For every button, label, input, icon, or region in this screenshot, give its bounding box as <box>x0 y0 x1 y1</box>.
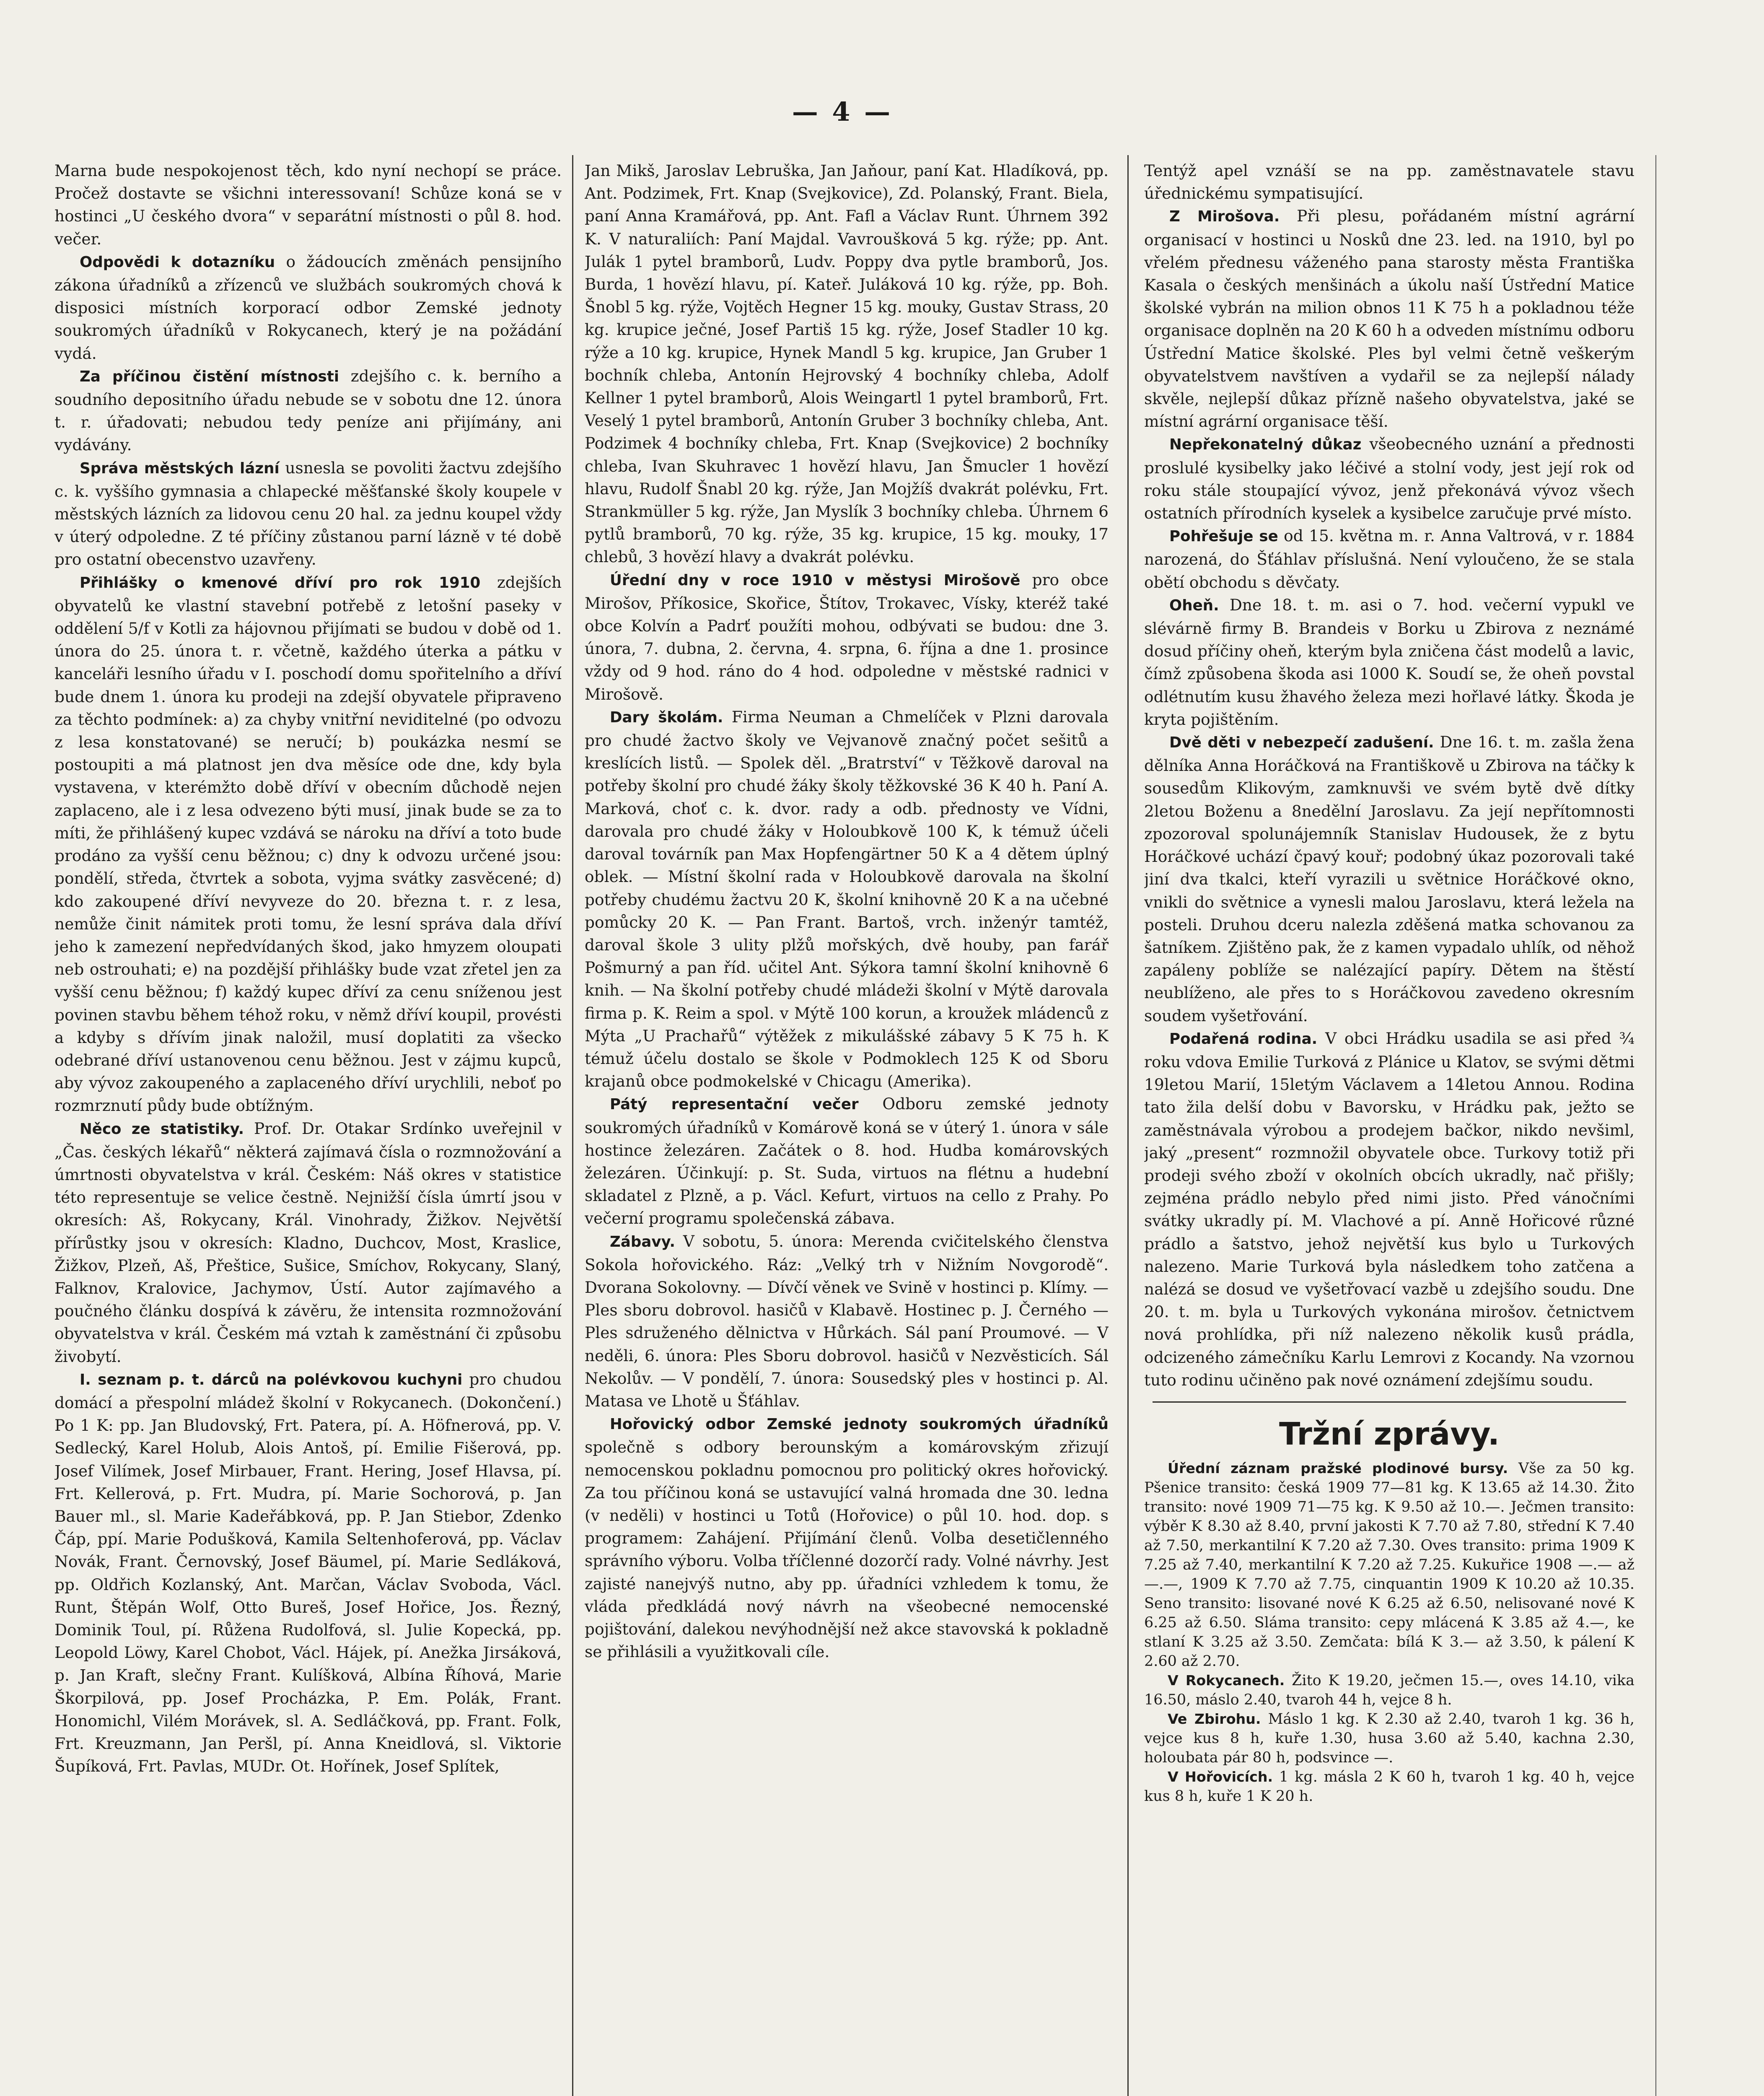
article-heading: Dvě děti v nebezpečí zadušení. <box>1169 734 1434 752</box>
article-heading: Úřední dny v roce 1910 v městysi Mirošově <box>610 571 1021 589</box>
article-heading: Přihlášky o kmenové dříví pro rok 1910 <box>80 574 481 591</box>
article-paragraph: Marna bude nespokojenost těch, kdo nyní nechopí se práce. Pročež dostavte se všichni interessovaní! Schůze koná se v hostinci „U českého dvora“ v separátní místnosti o půl 8. hod. večer. <box>54 161 562 248</box>
article-heading: I. seznam p. t. dárců na polévkovou kuchyni <box>80 1371 463 1388</box>
market-paragraph: Úřední záznam pražské plodinové bursy. Vše za 50 kg. Pšenice transito: česká 1909 77—81 kg. K 13.65 až 14.30. Žito transito: nové 1909 71—75 kg. K 9.50 až 10.—. Ječmen transito: výběr K 8.30 až 8.40, první jakosti K 7.70 až 7.80, střední K 7.40 až 7.50, merkantilní K 7.20 až 7.30. Oves transito: prima 1909 K 7.25 až 7.40, merkantilní K 7.20 až 7.25. Kukuřice 1908 —.— až —.—, 1909 K 7.70 až 7.75, cinquantin 1909 K 10.20 až 10.35. Seno transito: lisované nové K 6.25 až 6.50, nelisované nové K 6.25 až 6.50. Sláma transito: cepy mlácená K 3.85 až 4.—, ke stlaní K 3.25 až 3.50. Zemčata: bílá K 3.— až 3.50, k pálení K 2.60 až 2.70. <box>1144 1460 1634 1670</box>
article-heading: Zábavy. <box>610 1233 676 1250</box>
article-heading: Podařená rodina. <box>1169 1030 1318 1048</box>
article-heading: Za příčinou čistění místnosti <box>80 368 339 385</box>
market-heading: V Rokycanech. <box>1168 1672 1285 1689</box>
article-paragraph: Oheň. Dne 18. t. m. asi o 7. hod. večerní vypukl ve slévárně firmy B. Brandeis v Borku u Zbirova z neznámé dosud příčiny oheň, kterým byla zničena část modelů a lavic, čímž způsobena škoda asi 1000 K. Soudí se, že oheň povstal odlétnutím kusu žhavého železa mezi hořlavé látky. Škoda je kryta pojištěním. <box>1144 595 1634 729</box>
article-heading: Z Mirošova. <box>1169 208 1280 226</box>
article-paragraph: Přihlášky o kmenové dříví pro rok 1910 zdejších obyvatelů ke vlastní stavební potřebě z letošní paseky v oddělení 5/f v Kotli za hájovnou přijímati se budou v době od 1. února do 25. února t. r. včetně, každého úterka a pátku v kanceláři lesního úřadu v I. poschodí domu spořitelního a dříví bude dnem 1. února ku prodeji na zdejší obyvatele připraveno za těchto podmínek: a) za chyby vnitřní neviditelné (po odvozu z lesa konstatované) se neručí; b) poukázka nesmí se postoupiti a má platnost jen dva měsíce ode dne, kdy byla vystavena, v kterémžto době dříví v obecním důchodě nejen zaplaceno, ale i z lesa odvezeno býti musí, jinak bude se za to míti, že přihlášený kupec vzdává se nároku na dříví a toto bude prodáno za vyšší cenu běžnou; c) dny k odvozu určené jsou: pondělí, středa, čtvrtek a sobota, vyjma svátky zasvěcené; d) kdo zakoupené dříví nevyveze do 20. března t. r. z lesa, nemůže činit námitek proti tomu, že lesní správa dala dříví jeho k zamezení nepředvídaných škod, jako hmyzem oloupati neb ostrouhati; e) na pozdější přihlášky bude vzat zřetel jen za vyšší cenu běžnou; f) každý kupec dříví za cenu sníženou jest povinen stavbu během téhož roku, v němž dříví koupil, provésti a kdyby s dřívím jinak naložil, musí doplatiti za všecko odebrané dříví ustanovenou cenu běžnou. Jest v zájmu kupců, aby vývoz zakoupeného a zaplaceného dříví urychlili, neboť po rozmrznutí půdy bude obtížným. <box>54 573 562 1115</box>
article-paragraph: Tentýž apel vznáší se na pp. zaměstnavatele stavu úřednickému sympatisující. <box>1144 161 1634 203</box>
market-section-title: Tržní zprávy. <box>1279 1416 1500 1452</box>
column-divider-2 <box>1127 155 1129 2096</box>
column-2 <box>585 159 1109 2096</box>
article-heading: Dary školám. <box>610 708 723 726</box>
article-heading: Nepřekonatelný důkaz <box>1169 436 1362 454</box>
market-heading: Ve Zbirohu. <box>1168 1710 1261 1727</box>
article-paragraph: Hořovický odbor Zemské jednoty soukromých úřadníků společně s odbory berounským a komárovským zřizují nemocenskou pokladnu pomocnou pro politický okres hořovický. Za tou příčinou koná se ustavující valná hromada dne 30. ledna (v neděli) v hostinci u Totů (Hořovice) o půl 10. hod. dop. s programem: Zahájení. Přijímání členů. Volba desetičlenného správního výboru. Volba tříčlenné dozorčí rady. Volné návrhy. Jest zajisté nanejvýš nutno, aby pp. úřadníci vzhledem k tomu, že vláda předkládá nový návrh na všeobecné nemocenské pojištování, dalekou nevýhodnější než akce stavovská k pokladně se přihlásili a využitkovali cíle. <box>585 1416 1109 1661</box>
article-paragraph: Správa městských lázní usnesla se povoliti žactvu zdejšího c. k. vyššího gymnasia a chlapecké měšťanské školy koupele v městských lázních za lidovou cenu 20 hal. za jednu koupel vždy v úterý odpoledne. Z té příčiny zůstanou parní lázně v té době pro ostatní obecenstvo uzavřeny. <box>54 458 562 569</box>
article-paragraph: Něco ze statistiky. Prof. Dr. Otakar Srdínko uveřejnil v „Čas. českých lékařů“ některá zajímavá čísla o rozmnožování a úmrtnosti obyvatelstva v král. Českém: Náš okres v statistice této representuje se velice čestně. Nejnižší čísla úmrtí jsou v okresích: Aš, Rokycany, Král. Vinohrady, Žižkov. Největší přírůstky jsou v okresích: Kladno, Duchcov, Most, Kraslice, Žižkov, Plzeň, Aš, Přeštice, Sušice, Smíchov, Rokycany, Slaný, Falknov, Kralovice, Jachymov, Ústí. Autor zajímavého a poučného článku dospívá k závěru, že intensita rozmnožování obyvatelstva v král. Českém má vztah k zaměstnání či způsobu živobytí. <box>54 1119 562 1366</box>
market-paragraph: Ve Zbirohu. Máslo 1 kg. K 2.30 až 2.40, tvaroh 1 kg. 36 h, vejce kus 8 h, kuře 1.30, husa 3.60 až 5.40, kachna 2.30, holoubata pár 80 h, podsvince —. <box>1144 1710 1634 1766</box>
page-number: — 4 — <box>792 96 893 127</box>
article-paragraph: Dary školám. Firma Neuman a Chmelíček v Plzni darovala pro chudé žactvo školy ve Vejvanově značný počet sešitů a kreslících listů. — Spolek děl. „Bratrství“ v Těžkově daroval na potřeby školní pro chudé žáky školy těžkovské 36 K 40 h. Paní A. Marková, choť c. k. dvor. rady a odb. přednosty ve Vídni, darovala pro chudé žáky v Holoubkově 100 K, k témuž účeli daroval továrník pan Max Hopfengärtner 50 K a 4 dětem úplný oblek. — Místní školní rada v Holoubkově darovala na školní potřeby chudému žactvu 20 K, školní knihovně 20 K a na učebné pomůcky 20 K. — Pan Frant. Bartoš, vrch. inženýr tamtéž, daroval škole 3 ulity plžů mořských, dvě houby, pan farář Pošmurný a pan říd. učitel Ant. Sýkora tamní školní knihovně 6 knih. — Na školní potřeby chudé mládeži školní v Mýtě darovala firma p. K. Reim a spol. v Mýtě 100 korun, a kroužek mládenců z Mýta „U Prachařů“ výtěžek z mikulášské zábavy 5 K 75 h. K témuž účelu dostalo se škole v Podmoklech 125 K od Sboru krajanů obce podmokelské v Chicagu (Amerika). <box>585 707 1109 1091</box>
column-divider-1 <box>572 155 573 2096</box>
market-reports <box>1144 1459 1634 1806</box>
article-heading: Odpovědi k dotazníku <box>80 253 275 271</box>
market-heading: Úřední záznam pražské plodinové bursy. <box>1168 1460 1508 1476</box>
market-paragraph: V Rokycanech. Žito K 19.20, ječmen 15.—, oves 14.10, vika 16.50, máslo 2.40, tvaroh 44 h, vejce 8 h. <box>1144 1672 1634 1708</box>
article-paragraph: Pohřešuje se od 15. května m. r. Anna Valtrová, v r. 1884 narozená, do Šťáhlav příslušná. Není vyloučeno, že se stala obětí obchodu s děvčaty. <box>1144 527 1634 591</box>
article-paragraph: Jan Mikš, Jaroslav Lebruška, Jan Jaňour, paní Kat. Hladíková, pp. Ant. Podzimek, Frt. Knap (Svejkovice), Zd. Polanský, Frant. Biela, paní Anna Kramářová, pp. Ant. Fafl a Václav Runt. Úhrnem 392 K. V naturaliích: Paní Majdal. Vavroušková 5 kg. rýže; pp. Ant. Julák 1 pytel bramborů, Ludv. Poppy dva pytle bramborů, Jos. Burda, 1 hovězí hlavu, pí. Kateř. Juláková 10 kg. rýže, pp. Boh. Šnobl 5 kg. rýže, Vojtěch Hegner 15 kg. mouky, Gustav Strass, 20 kg. krupice ječné, Josef Partiš 15 kg. rýže, Josef Stadler 10 kg. rýže a 10 kg. krupice, Hynek Mandl 5 kg. krupice, Jan Gruber 1 bochník chleba, Antonín Hejrovský 4 bochníky chleba, Adolf Kellner 1 pytel bramborů, Alois Weingartl 1 pytel bramborů, Frt. Veselý 1 pytel bramborů, Antonín Gruber 3 bochníky chleba, Ant. Podzimek 4 bochníky chleba, Frt. Knap (Svejkovice) 2 bochníky chleba, Ivan Skuhravec 1 hovězí hlavu, Jan Šmucler 1 hovězí hlavu, Rudolf Šnabl 20 kg. rýže, Jan Mojžíš dvakrát polévku, Frt. Strankmüller 5 kg. rýže, Jan Myslík 3 bochníky chleba. Úhrnem 6 pytlů bramborů, 70 kg. rýže, 35 kg. krupice, 15 kg. mouky, 17 chlebů, 3 hovězí hlavy a dvakrát polévku. <box>585 161 1109 566</box>
article-paragraph: Dvě děti v nebezpečí zadušení. Dne 16. t. m. zašla žena dělníka Anna Horáčková na Františkově u Zbirova na táčky k sousedům Klikovým, zamknuvši ve svém bytě dvě dítky 2letou Boženu a 8nedělní Jaroslavu. Za její nepřítomnosti zpozoroval spolunájemník Stanislav Hudousek, že z bytu Horáčkové uchází čpavý kouř; podobný úkaz pozorovali také jiní dva tkalci, kteří vyrazili u světnice Horáčkové okno, vnikli do světnice a vynesli malou Jaroslavu, která ležela na posteli. Druhou dceru nalezla zděšená matka schovanou za šatníkem. Zjištěno pak, že z kamen vypadalo uhlík, od něhož zapáleny poblíže se nalézající papíry. Dětem na štěstí neublíženo, ale přes to s Horáčkovou zavedeno okresním soudem vyšetřování. <box>1144 733 1634 1025</box>
article-paragraph: Podařená rodina. V obci Hrádku usadila se asi před ¾ roku vdova Emilie Turková z Plánice u Klatov, se svými dětmi 19letou Marií, 15letým Václavem a 14letou Annou. Rodina tato žila delší dobu v Bavorsku, v Hrádku pak, ježto se zaměstnávala výrobou a prodejem bačkor, nikdo nevšiml, jaký „present“ rozmnožil obyvatele obce. Turkovy totiž při prodeji svého zboží v okolních obcích ukradly, nač přišly; zejména prádlo nebylo před nimi jisto. Před vánočními svátky ukradly pí. M. Vlachové a pí. Anně Hořicové různé prádlo a šatstvo, jehož největší kus bylo u Turkových nalezeno. Marie Turková byla následkem toho zatčena a nalézá se dosud ve vyšetřovací vazbě u zdejšího soudu. Dne 20. t. m. byla u Turkových vykonána mirošov. četnictvem nová prohlídka, při níž nalezeno několik kusů prádla, odcizeného zámečníku Karlu Lemrovi z Kocandy. Na vzornou tuto rodinu učiněno pak nové oznámení zdejšímu soudu. <box>1144 1029 1634 1389</box>
article-paragraph: Odpovědi k dotazníku o žádoucích změnách pensijního zákona úřadníků a zřízenců ve službách soukromých chová k disposici místních korporací odbor Zemské jednoty soukromých úřadníků v Rokycanech, který je na požádání vydá. <box>54 252 562 363</box>
market-heading: V Hořovicích. <box>1168 1768 1273 1785</box>
section-divider <box>1153 1401 1626 1403</box>
column-3 <box>1144 159 1634 2096</box>
article-paragraph: Zábavy. V sobotu, 5. února: Merenda cvičitelského členstva Sokola hořovického. Ráz: „Velký trh v Nižním Novgorodě“. Dvorana Sokolovny. — Dívčí věnek ve Svině v hostinci p. Klímy. — Ples sboru dobrovol. hasičů v Klabavě. Hostinec p. J. Černého — Ples sdruženého dělnictva v Hůrkách. Sál paní Proumové. — V neděli, 6. února: Ples Sboru dobrovol. hasičů v Nezvěsticích. Sál Nekolův. — V pondělí, 7. února: Sousedský ples v hostinci p. Al. Matasa ve Lhotě u Šťáhlav. <box>585 1232 1109 1410</box>
column-1 <box>54 159 562 2096</box>
article-heading: Pohřešuje se <box>1169 528 1278 545</box>
article-paragraph: Pátý representační večer Odboru zemské jednoty soukromých úřadníků v Komárově koná se v úterý 1. února v sále hostince železáren. Začátek o 8. hod. Hudba komárovských železáren. Účinkují: p. St. Suda, virtuos na flétnu a hudební skladatel z Plzně, a p. Václ. Kefurt, virtuos na cello z Prahy. Po večerní programu společenská zábava. <box>585 1095 1109 1228</box>
market-paragraph: V Hořovicích. 1 kg. másla 2 K 60 h, tvaroh 1 kg. 40 h, vejce kus 8 h, kuře 1 K 20 h. <box>1144 1768 1634 1805</box>
article-heading: Správa městských lázní <box>80 459 280 477</box>
article-paragraph: I. seznam p. t. dárců na polévkovou kuchyni pro chudou domácí a přespolní mládež školní v Rokycanech. (Dokončení.) Po 1 K: pp. Jan Bludovský, Frt. Patera, pí. A. Höfnerová, pp. V. Sedlecký, Karel Holub, Alois Antoš, pí. Emilie Fišerová, pp. Josef Vilímek, Josef Mirbauer, Frant. Hering, Josef Hlavsa, pí. Frt. Kellerová, p. Frt. Mudra, pí. Marie Sochorová, p. Jan Bauer ml., sl. Marie Kadeřábková, pp. P. Jan Stiebor, Zdenko Čáp, ppí. Marie Podušková, Kamila Seltenhoferová, pp. Václav Novák, Frant. Černovský, Josef Bäumel, pí. Marie Sedláková, pp. Oldřich Kozlanský, Ant. Marčan, Václav Svoboda, Václ. Runt, Štěpán Wolf, Otto Bureš, Josef Hořice, Jos. Řezný, Dominik Toul, pí. Růžena Rudolfová, sl. Julie Kopecká, pp. Leopold Löwy, Karel Chobot, Václ. Hájek, pí. Anežka Jirsáková, p. Jan Kraft, slečny Frant. Kulíšková, Albína Říhová, Marie Škorpilová, pp. Josef Procházka, P. Em. Polák, Frant. Honomichl, Vilém Morávek, sl. A. Sedláčková, pp. Frant. Folk, Frt. Kreuzmann, Jan Peršl, pí. Anna Kneidlová, sl. Viktorie Šupíková, Frt. Pavlas, MUDr. Ot. Hořínek, Josef Splítek, <box>54 1370 562 1776</box>
article-heading: Oheň. <box>1169 597 1219 614</box>
article-paragraph: Z Mirošova. Při plesu, pořádaném místní agrární organisací v hostinci u Nosků dne 23. led. na 1910, byl po vřelém přednesu váženého pana starosty města Františka Kasala o českých menšinách a úkolu naší Ústřední Matice školské vybrán na milion obnos 11 K 75 h a pokladnou téže organisace doplněn na 20 K 60 h a odveden místnímu odboru Ústřední Matice školské. Ples byl velmi četně veškerým obyvatelstvem navštíven a vydařil se za nejlepší nálady skvěle, nejlepší důkaz přízně našeho obyvatelstva, jaké se místní agrární organisace těší. <box>1144 207 1634 431</box>
article-paragraph: Úřední dny v roce 1910 v městysi Mirošově pro obce Mirošov, Příkosice, Skořice, Štítov, Trokavec, Vísky, kteréž také obce Kolvín a Padrť použíti mohou, odbývati se budou: dne 3. února, 7. dubna, 2. června, 4. srpna, 6. října a dne 1. prosince vždy od 9 hod. ráno do 4 hod. odpoledne v městské radnici v Mirošově. <box>585 570 1109 703</box>
article-heading: Hořovický odbor Zemské jednoty soukromých úřadníků <box>610 1416 1109 1433</box>
article-paragraph: Nepřekonatelný důkaz všeobecného uznání a přednosti proslulé kysibelky jako léčivé a stolní vody, jest její rok od roku stále stoupající vývoz, jenž překonává vývoz všech ostatních přírodních kyselek a kysibelce zaručuje prvé místo. <box>1144 435 1634 523</box>
article-heading: Pátý representační večer <box>610 1096 859 1113</box>
article-paragraph: Za příčinou čistění místnosti zdejšího c. k. berního a soudního depositního úřadu nebude se v sobotu dne 12. února t. r. úřadovati; nebudou tedy peníze ani přijímány, ani vydávány. <box>54 366 562 454</box>
article-heading: Něco ze statistiky. <box>80 1120 244 1138</box>
page-edge-rule <box>1655 155 1656 2096</box>
